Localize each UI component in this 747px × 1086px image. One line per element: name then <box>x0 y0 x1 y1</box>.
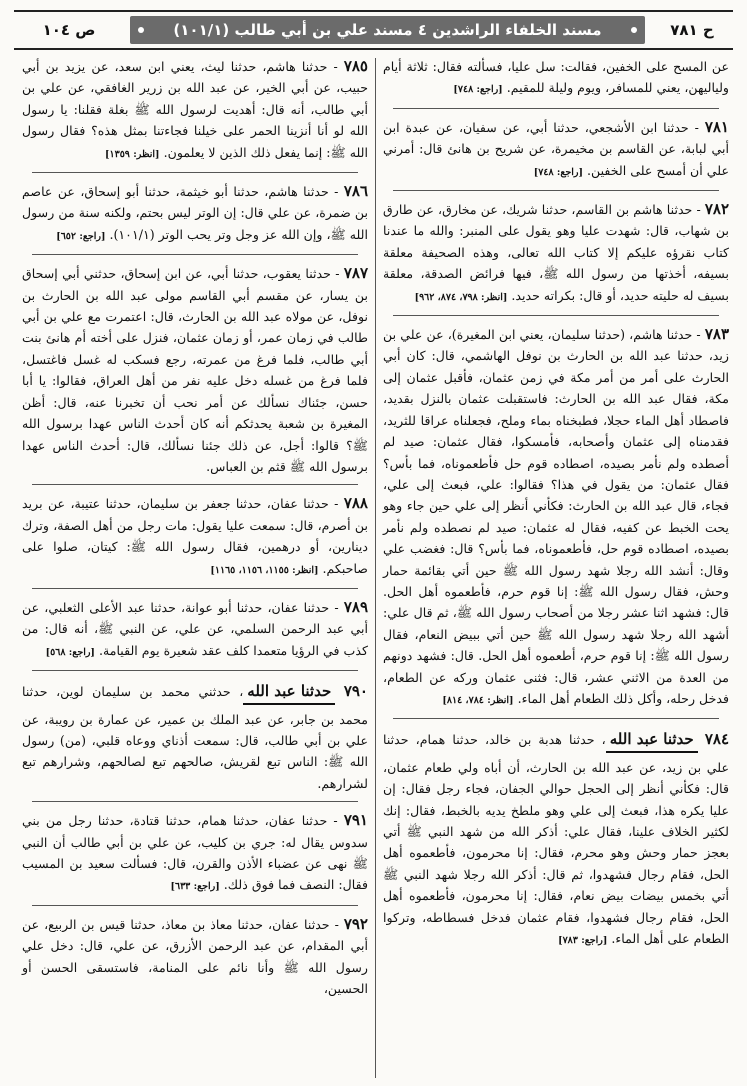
ornament-dot-icon <box>631 27 637 33</box>
hadith-separator <box>393 315 719 316</box>
hadith-text: ، حدثني محمد بن سليمان لوين، حدثنا محمد بن جابر، عن عبد الملك بن عمير، عن عمارة بن رويبة، عن علي بن أبي طالب، قال: سمعت أذناي ووعاه قلبي، (من) رسول الله ﷺ: الناس تبع لقريش، صالحهم تبع لصالحهم، وشرارهم تبع لشرارهم. <box>22 684 368 791</box>
hadith-paragraph <box>22 597 368 663</box>
section-heading: حدثنا عبد الله <box>606 729 698 752</box>
cross-reference: [انظر: ١١٥٥، ١١٥٦، ١١٦٥] <box>210 564 319 576</box>
cross-reference: [راجع: ٧٨٣] <box>558 935 608 947</box>
cross-reference: [انظر: ١٣٥٩] <box>105 148 160 160</box>
right-column <box>379 56 733 1080</box>
hadith-text: عن المسح على الخفين، فقالت: سل عليا، فسألته فقال: ثلاثة أيام ولياليهن، يعني للمسافر، ويوم وليلة للمقيم. <box>383 59 729 96</box>
running-header <box>14 10 733 50</box>
hadith-number: ٧٩٠ <box>343 682 368 701</box>
text-columns <box>14 56 733 1080</box>
hadith-number: ٧٨٦ <box>343 182 368 201</box>
hadith-number: ٧٩١ <box>343 811 368 830</box>
hadith-number: ٧٩٢ <box>343 914 368 933</box>
hadith-separator <box>32 588 358 589</box>
hadith-separator <box>32 670 358 671</box>
hadith-text: - حدثنا يعقوب، حدثنا أبي، عن ابن إسحاق، حدثني أبي إسحاق بن يسار، عن مقسم أبي القاسم مولى عبد الله بن الحارث بن نوفل، عن مولاه عبد الله بن الحارث، قال: اعتمرت مع علي بن أبي طالب في زمان عمر، أو زمان عثمان، فنزل على أخته أم هانئ بنت أبي طالب، فلما فرغ من عمرته، رجع فسكب له غسل فاغتسل، فلما فرغ من غسله دخل عليه نفر من أهل العراق، فقالوا: يا أبا حسن، جئناك نسألك عن أمر نحب أن تخبرنا عنه، قال: أظن المغيرة بن شعبة يحدثكم أنه كان أحدث الناس عهدا برسول الله ﷺ؟ قالوا: أجل، عن ذلك جئنا نسألك، قال: أحدث الناس عهدا برسول الله ﷺ قثم بن العباس. <box>22 266 368 474</box>
hadith-text: - حدثنا هاشم، حدثنا ليث، يعني ابن سعد، عن يزيد بن أبي حبيب، عن أبي الخير، عن عبد الله بن زرير الغافقي، عن علي بن أبي طالب، أنه قال: أهديت لرسول الله ﷺ بغلة فقلنا: يا رسول الله لو أنا أنزينا الحمر على خيلنا فجاءتنا بمثل هذه؟ فقال رسول الله ﷺ: إنما يفعل ذلك الذين لا يعلمون. <box>22 59 368 160</box>
hadith-separator <box>32 905 358 906</box>
hadith-number: ٧٨٣ <box>704 325 729 344</box>
cross-reference: [انظر: ٧٨٤، ٨١٤] <box>442 694 514 706</box>
hadith-text: - حدثنا هاشم، حدثنا أبو خيثمة، حدثنا أبو إسحاق، عن عاصم بن ضمرة، عن علي قال: إن الوتر ليس بحتم، ولكنه سنة من رسول الله ﷺ، وإن الله عز وجل وتر يحب الوتر (١٠١/١). <box>22 184 368 242</box>
hadith-text: - حدثنا عفان، حدثنا جعفر بن سليمان، حدثنا عتيبة، عن بريد بن أصرم، قال: سمعت عليا يقول: مات رجل من أهل الصفة، وترك دينارين، أو درهمين، فقال رسول الله ﷺ: كيتان، صلوا على صاحبكم. <box>22 496 368 576</box>
hadith-text: - حدثنا عفان، حدثنا أبو عوانة، حدثنا عبد الأعلى الثعلبي، عن أبي عبد الرحمن السلمي، عن علي، عن النبي ﷺ، أنه قال: من كذب في الرؤيا متعمدا كلف عقد شعيرة يوم القيامة. <box>22 599 368 658</box>
column-divider <box>375 58 376 1078</box>
header-title-band <box>130 16 645 44</box>
hadith-paragraph <box>383 727 729 951</box>
header-title: مسند الخلفاء الراشدين ٤ مسند علي بن أبي طالب (١٠١/١) <box>173 21 602 39</box>
hadith-number: ٧٨٧ <box>343 264 368 283</box>
hadith-number: ٧٨٨ <box>343 494 368 513</box>
hadith-paragraph <box>22 263 368 477</box>
hadith-text: - حدثنا هاشم، (حدثنا سليمان، يعني ابن المغيرة)، عن علي بن زيد، حدثنا عبد الله بن الحارث بن نوفل الهاشمي، قال: كان أبي الحارث على أمر من أمر مكة في زمن عثمان، فأقبل عثمان إلى مكة، فقال عبد الله بن الحارث: فاستقبلت عثمان بالنزل بقديد، فاصطاد أهل الماء حجلا، فطبخناه بماء وملح، فجعلناه عراقا للثريد، فقدمناه إلى عثمان وأصحابه، فأمسكوا، فقال عثمان: صيد لم أصطده ولم نأمر بصيده، اصطاده قوم حل فأطعموناه، فما بأس؟ فقال عثمان: من يقول في هذا؟ فقالوا: علي، فبعث إلى علي، فجاء، قال عبد الله بن الحارث: فكأني أنظر إلى علي حين جاء وهو يحت الخبط عن كفيه، فقال له عثمان: صيد لم نصطده ولم نأمر بصيده، اصطاده قوم حل، فأطعموناه، فما بأس؟ قال: فغضب علي وقال: أنشد الله رجلا شهد رسول الله ﷺ حين أتي بقائمة حمار وحش، فقال رسول الله ﷺ: إنا قوم حرم، فأطعموه أهل الحل. قال: فشهد اثنا عشر رجلا من أصحاب رسول الله ﷺ، ثم قال علي: أشهد الله رجلا شهد رسول الله ﷺ حين أتي ببيض النعام، فقال رسول الله ﷺ: إنا قوم حرم، أطعموه أهل الحل. قال: فشهد دونهم من العدة من الاثني عشر، قال: فثنى عثمان وركه عن الطعام، فدخل رحله، وأكل ذلك الطعام أهل الماء. <box>383 327 729 706</box>
hadith-paragraph <box>22 181 368 247</box>
hadith-separator <box>32 801 358 802</box>
hadith-paragraph <box>383 324 729 711</box>
hadith-number: ٧٨٢ <box>704 200 730 219</box>
hadith-number: ٧٨١ <box>704 117 729 136</box>
hadith-paragraph <box>383 199 729 308</box>
hadith-text: - حدثنا عفان، حدثنا همام، حدثنا قتادة، حدثنا رجل من بني سدوس يقال له: جري بن كليب، عن علي بن أبي طالب أن النبي ﷺ نهى عن عضباء الأذن والقرن، قال: فسألت سعيد بن المسيب فقال: النصف فما فوق ذلك. <box>22 813 368 893</box>
hadith-separator <box>393 190 719 191</box>
hadith-paragraph <box>22 679 368 794</box>
cross-reference: [راجع: ٥٦٨] <box>45 646 95 658</box>
cross-reference: [راجع: ٧٤٨] <box>533 166 584 178</box>
hadith-paragraph <box>383 56 729 101</box>
hadith-number: ٧٨٥ <box>343 57 368 75</box>
hadith-paragraph <box>22 810 368 898</box>
hadith-separator <box>393 718 719 719</box>
hadith-paragraph <box>22 56 368 165</box>
section-heading: حدثنا عبد الله <box>243 681 335 704</box>
hadith-text: - حدثنا ابن الأشجعي، حدثنا أبي، عن سفيان، عن عبدة ابن أبي لبابة، عن القاسم بن مخيمرة، عن شريح بن هانئ قال: أمرني علي أن أمسح على الخفين. <box>383 119 729 178</box>
hadith-text: ، حدثنا هدبة بن خالد، حدثنا همام، حدثنا علي بن زيد، عن عبد الله بن الحارث، أن أباه ولي طعام عثمان، قال: فكأني أنظر إلى الحجل حوالي الجفان، فجاء رجل فقال: إن عليا يكره هذا، فبعث إلى علي وهو ملطخ يديه بالخبط، فقال: إنك لكثير الخلاف علينا، فقال علي: أذكر الله من شهد النبي ﷺ أتي بعجز حمار وحش وهو محرم، فقال: إنا محرمون، فأطعموه أهل الحل، فقام رجال فشهدوا، ثم قال: أذكر الله رجلا شهد النبي ﷺ أتي بخمس بيضات بيض نعام، فقال: إنا محرمون، فأطعموه أهل الحل، فقام رجال فشهدوا، فقام عثمان فدخل فسطاطه، وتركوا الطعام على أهل الماء. <box>383 732 729 947</box>
hadith-number: ٧٨٩ <box>343 597 368 616</box>
hadith-separator <box>32 172 358 173</box>
hadith-paragraph <box>22 914 368 1000</box>
page-number-left: ص ١٠٤ <box>42 21 96 39</box>
cross-reference: [انظر: ٧٩٨، ٨٧٤، ٩٦٢] <box>414 291 508 303</box>
hadith-paragraph <box>383 117 729 183</box>
hadith-number: ٧٨٤ <box>704 730 729 749</box>
hadith-text: - حدثنا عفان، حدثنا معاذ بن معاذ، حدثنا قيس بن الربيع، عن أبي المقدام، عن عبد الرحمن الأزرق، عن علي، قال: دخل علي رسول الله ﷺ وأنا نائم على المنامة، فاستسقى الحسن أو الحسين، <box>22 916 368 997</box>
ornament-dot-icon <box>138 27 144 33</box>
hadith-number-right: ح ٧٨١ <box>670 21 714 39</box>
hadith-text: - حدثنا هاشم بن القاسم، حدثنا شريك، عن مخارق، عن طارق بن شهاب، قال: شهدت عليا وهو يقول على المنبر: والله ما عندنا كتاب نقرؤه عليكم إلا كتاب الله تعالى، وهذه الصحيفة معلقة بسيفه، أخذتها من رسول الله ﷺ، فيها فرائض الصدقة، معلقة بسيف له حليته حديد، أو قال: بكراته حديد. <box>383 202 729 303</box>
hadith-separator <box>393 108 719 109</box>
hadith-separator <box>32 254 358 255</box>
cross-reference: [راجع: ٧٤٨] <box>453 84 503 96</box>
hadith-separator <box>32 484 358 485</box>
cross-reference: [راجع: ٦٣٣] <box>170 881 220 893</box>
cross-reference: [راجع: ٦٥٢] <box>56 230 106 242</box>
left-column <box>18 56 372 1080</box>
hadith-paragraph <box>22 493 368 581</box>
